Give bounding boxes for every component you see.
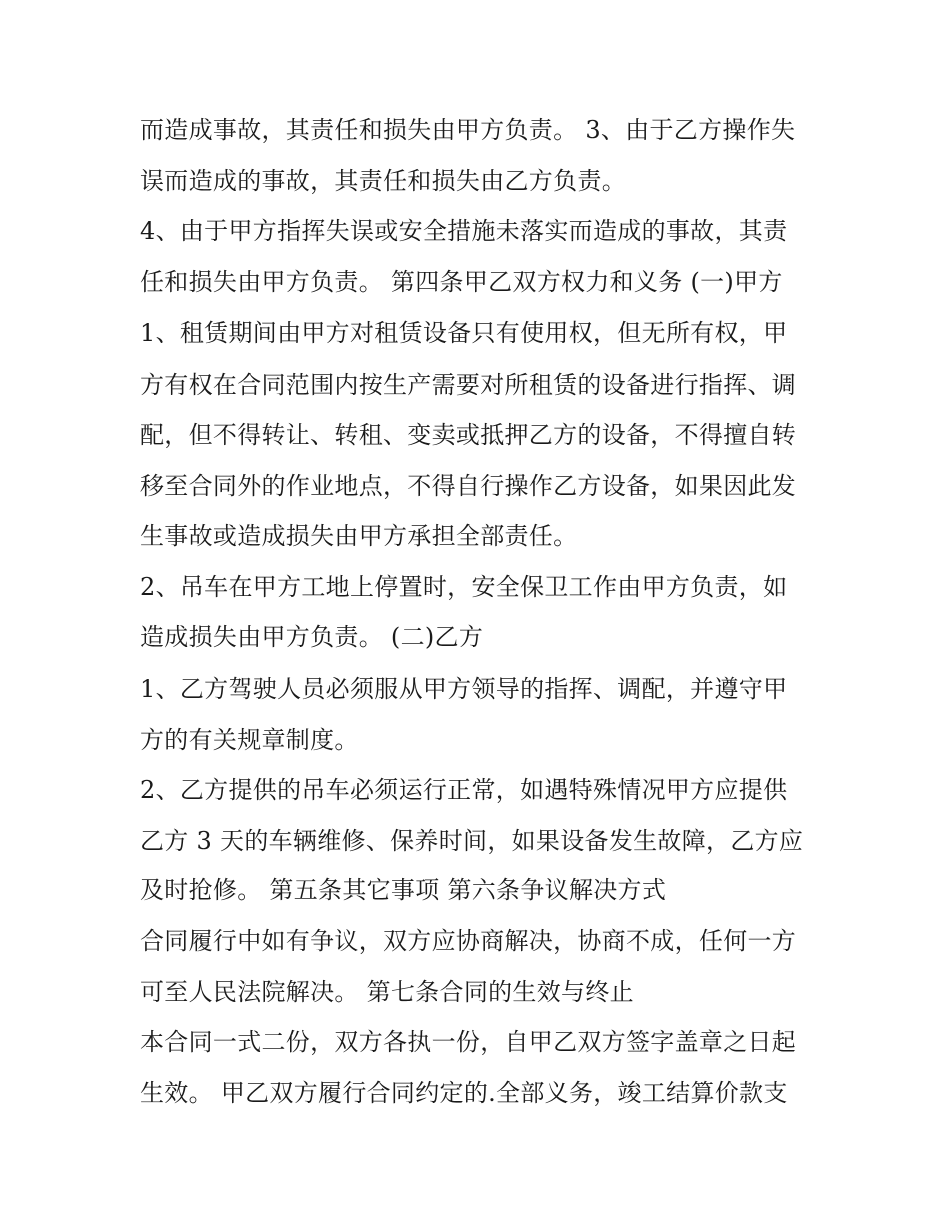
text-line: 1、乙方驾驶人员必须服从甲方领导的指挥、调配，并遵守甲 [140, 675, 788, 703]
text-line: 生事故或造成损失由甲方承担全部责任。 [140, 522, 578, 550]
text-line: 合同履行中如有争议，双方应协商解决，协商不成，任何一方 [140, 927, 797, 955]
text-line: 误而造成的事故，其责任和损失由乙方负责。 [140, 167, 626, 195]
text-line: 2、乙方提供的吊车必须运行正常，如遇特殊情况甲方应提供 [140, 776, 788, 804]
text-line: 本合同一式二份，双方各执一份，自甲乙双方签字盖章之日起 [140, 1028, 797, 1056]
text-line: 1、租赁期间由甲方对租赁设备只有使用权，但无所有权，甲 [140, 319, 788, 347]
text-line: 及时抢修。 第五条其它事项 第六条争议解决方式 [140, 876, 667, 904]
text-line: 而造成事故，其责任和损失由甲方负责。 3、由于乙方操作失 [140, 116, 796, 144]
text-line: 4、由于甲方指挥失误或安全措施未落实而造成的事故，其责 [140, 217, 788, 245]
text-line: 可至人民法院解决。 第七条合同的生效与终止 [140, 978, 634, 1006]
text-line: 乙方 3 天的车辆维修、保养时间，如果设备发生故障，乙方应 [140, 827, 804, 855]
text-line: 移至合同外的作业地点，不得自行操作乙方设备，如果因此发 [140, 472, 797, 500]
text-line: 配，但不得转让、转租、变卖或抵押乙方的设备，不得擅自转 [140, 421, 797, 449]
text-line: 任和损失由甲方负责。 第四条甲乙双方权力和义务 (一)甲方 [140, 268, 783, 296]
text-line: 生效。 甲乙双方履行合同约定的.全部义务，竣工结算价款支 [140, 1079, 788, 1107]
text-line: 造成损失由甲方负责。 (二)乙方 [140, 623, 484, 651]
text-line: 方的有关规章制度。 [140, 726, 359, 754]
text-line: 2、吊车在甲方工地上停置时，安全保卫工作由甲方负责，如 [140, 573, 788, 601]
text-line: 方有权在合同范围内按生产需要对所租赁的设备进行指挥、调 [140, 371, 797, 399]
